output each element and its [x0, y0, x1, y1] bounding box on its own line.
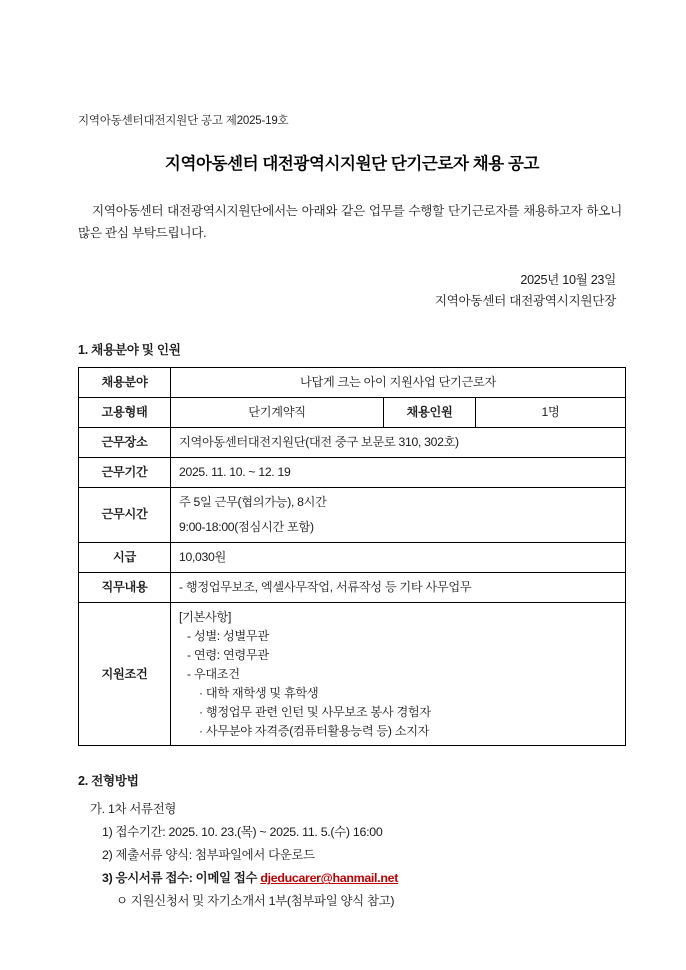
- section-1-heading: 1. 채용분야 및 인원: [78, 342, 181, 357]
- issuer-name: 지역아동센터 대전광역시지원단장: [434, 294, 616, 309]
- table-row: [79, 367, 626, 397]
- row-value: 2025. 11. 10. ~ 12. 19: [171, 457, 626, 487]
- condition-line: · 대학 재학생 및 휴학생: [199, 685, 319, 700]
- section-2-heading: 2. 전형방법: [78, 774, 139, 789]
- row-value: - 행정업무보조, 엑셀사무작업, 서류작성 등 기타 사무업무: [171, 573, 626, 603]
- submission-method-text: 3) 응시서류 접수: 이메일 접수: [102, 871, 261, 886]
- row-value: 지역아동센터대전지원단(대전 중구 보문로 310, 302호): [171, 427, 626, 457]
- row-label: 직무내용: [79, 573, 171, 603]
- row-label-secondary: 채용인원: [383, 397, 475, 427]
- row-value-secondary: 1명: [475, 397, 625, 427]
- table-row: [79, 457, 626, 487]
- row-label: 지원조건: [79, 603, 171, 746]
- row-label: 근무기간: [79, 457, 171, 487]
- row-label: 근무장소: [79, 427, 171, 457]
- condition-line: - 우대조건: [187, 666, 240, 681]
- row-label: 근무시간: [79, 487, 171, 543]
- row-value-conditions: [171, 603, 626, 746]
- condition-line: [기본사항]: [179, 610, 232, 625]
- section-2: [78, 770, 626, 913]
- work-hours-line-2: 9:00-18:00(점심시간 포함): [179, 520, 314, 535]
- required-documents: ㅇ 지원신청서 및 자기소개서 1부(첨부파일 양식 참고): [116, 894, 395, 909]
- row-value: 나답게 크는 아이 지원사업 단기근로자: [171, 367, 626, 397]
- table-row: [79, 543, 626, 573]
- form-download-info: 2) 제출서류 양식: 첨부파일에서 다운로드: [102, 848, 315, 863]
- table-row-conditions: [79, 603, 626, 746]
- row-label: 채용분야: [79, 367, 171, 397]
- work-hours-line-1: 주 5일 근무(협의가능), 8시간: [179, 494, 327, 509]
- row-value: 10,030원: [171, 543, 626, 573]
- row-label: 시급: [79, 543, 171, 573]
- issue-date: 2025년 10월 23일: [520, 273, 616, 288]
- condition-line: · 사무분야 자격증(컴퓨터활용능력 등) 소지자: [199, 723, 430, 738]
- table-row: [79, 397, 626, 427]
- issuance-block: [78, 270, 626, 313]
- table-row: [79, 573, 626, 603]
- table-row: [79, 487, 626, 543]
- row-value: 단기계약직: [171, 397, 384, 427]
- application-email-link[interactable]: djeducarer@hanmail.net: [260, 871, 399, 886]
- condition-line: - 성별: 성별무관: [187, 629, 269, 644]
- row-value: [171, 487, 626, 543]
- condition-line: - 연령: 연령무관: [187, 647, 269, 662]
- submission-method: [78, 867, 626, 890]
- application-period: 1) 접수기간: 2025. 10. 23.(목) ~ 2025. 11. 5.(수) 16:00: [102, 825, 383, 840]
- page-title: 지역아동센터 대전광역시지원단 단기근로자 채용 공고: [164, 155, 540, 173]
- table-row: [79, 427, 626, 457]
- recruitment-table: [78, 367, 626, 747]
- section-2-subheading: 가. 1차 서류전형: [90, 802, 177, 817]
- intro-paragraph: 지역아동센터 대전광역시지원단에서는 아래와 같은 업무를 수행할 단기근로자를 채용하고자 하오니 많은 관심 부탁드립니다.: [78, 204, 622, 241]
- condition-line: · 행정업무 관련 인턴 및 사무보조 봉사 경험자: [199, 704, 431, 719]
- document-number: 지역아동센터대전지원단 공고 제2025-19호: [78, 115, 289, 127]
- row-label: 고용형태: [79, 397, 171, 427]
